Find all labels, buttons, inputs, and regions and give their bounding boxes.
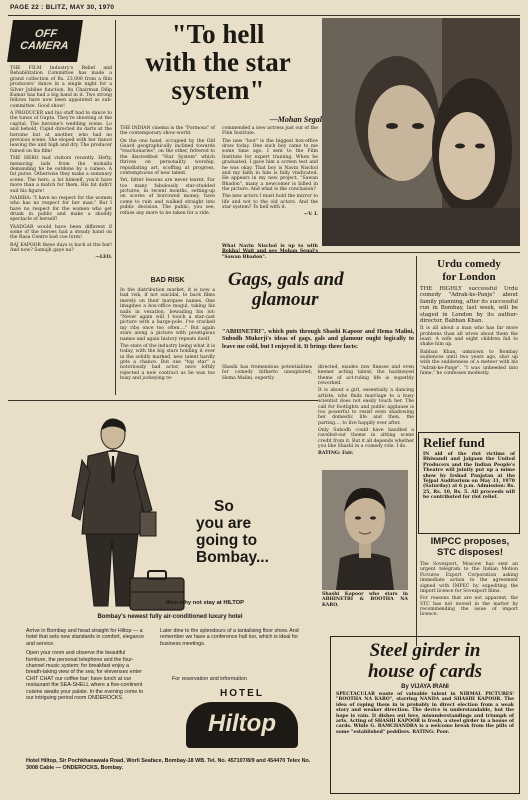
ad-subline: then why not stay at HILTOP: [166, 600, 245, 606]
article-paragraph: Only Subodh could have handled a ravelled-out theme in sitting scene credit from it. But it all depends whether you like Shashi in a comedy role. I do.: [318, 428, 414, 450]
off-camera-logo-text: OFF CAMERA: [19, 28, 70, 52]
to-hell-byline: —Mohan Segal: [269, 115, 322, 124]
article-paragraph: THE HIGHLY successful Urdu comedy "Adrak-ke-Panje" about family planning, after its successful run in Bombay, last week, will be staged in London by its author-director, Babban Khan.: [420, 286, 518, 325]
hiltop-logo-big: Hiltop: [208, 710, 276, 737]
article-paragraph: In the distribution market, it is now a bad risk, if not suicidal, to back films merely on their marquee names. One imagines a box-office mogul, taking his nails in vexation, bewailing his lot: "Never again will I touch a star-cast picture with a barge-pole. I've cracked my ribs once too often...." But again stars along a picture with prestigious names and again history repeats itself.: [120, 288, 215, 342]
headline-line: with the star: [145, 47, 291, 77]
ad-column-2: Later dine to the splendours of a tantalising floor show. And remember we have a conference hall too, which is ideal for business meetings.: [160, 628, 299, 647]
headline-line: Gags, gals and: [228, 269, 344, 290]
off-camera-item: A PRODUCER and his staff had to dance to the tunes of Gupta. They're shooting at the capital. The heroine's wedding scene. Lo and behold, Cupid directed its darts at the heroine but at another, who had no previous scene. She eloped with her fiancé leaving the unit high and dry. The producer fumed on his film!: [10, 111, 112, 154]
headline-line: "To hell: [171, 19, 265, 49]
article-signature: RATING: Fair.: [318, 451, 354, 457]
ad-address: Hotel Hiltop, Sir Pochkhanawala Road, Worli Seaface, Bombay-18 WB. Tel. No. 457107/8/9 and 454470 Telex No. 3008 Cable — ONDEROCKS, Bombay.: [26, 758, 311, 771]
headline-line: for London: [442, 270, 496, 283]
photo-caption-shashi: Shashi Kapoor who stars in ABHINETRI & BOOTHA NA KARO.: [322, 592, 408, 608]
to-hell-column-1: [120, 126, 215, 276]
ad-paragraph: Open your room and observe the beautiful furniture, the personal telephone and the four-channel music system; for breakfast enjoy a breath-taking view of the sea; for elevenses enter CHIT CHAT our coffee bar; have lunch at our restaurant the SEA-SHELL where a five-continent cuisine awaits your palate. In the evening come to our intriguing period room ONDEROCKS.: [26, 650, 144, 702]
page-header: [10, 4, 518, 14]
article-paragraph: The new actors I must hold the mirror to life and not to the old actors. And the star system? To hell with it.: [222, 194, 318, 211]
relief-fund-title: Relief fund: [423, 435, 485, 450]
gags-column-2: [318, 365, 414, 465]
ad-rule: [8, 400, 318, 401]
header-rule: [8, 15, 520, 16]
headline-line: glamour: [252, 289, 319, 310]
headline-line: STC disposes!: [437, 547, 503, 558]
couple-image: [322, 18, 520, 246]
steel-girder-headline: [331, 637, 519, 682]
ad-paragraph: Arrive in Bombay and head straight for Hiltop — a hotel that sets new standards in comfort, elegance and service.: [26, 628, 145, 647]
ad-reservation: For reservation and information: [172, 676, 247, 682]
article-signature: —V. I.: [303, 212, 318, 218]
relief-fund-text: IN aid of the riot victims of Bhiwandi and Jalgaon the United Producers and the Indian People's Theatre will jointly put up a mime show by Irshad Panjatan at the Tejpal Auditorium on May 31, 1970 (Saturday) at 6 p.m. Admission: Rs. 25, Rs. 10, Rs. 5. All proceeds will be contributed for riot relief.: [423, 452, 515, 501]
column-rule: [416, 256, 417, 646]
gags-column-1: [222, 365, 312, 395]
shashi-image: [322, 470, 408, 590]
hiltop-logo: [182, 688, 302, 750]
gags-lead: "ABHINETRI", which puts through Shashi Kapoor and Hema Malini, Subodh Mukerji's ideas of gags, gals and glamour ought logically to leave me cold, but I enjoyed it. It brings three facts:: [222, 328, 414, 350]
ad-headline: [196, 498, 314, 566]
navin-rekha-photo: [322, 18, 520, 246]
to-hell-headline: [118, 20, 318, 104]
headline-line: system": [171, 75, 265, 105]
shashi-kapoor-photo: [322, 470, 408, 590]
hiltop-logo-small: HOTEL: [220, 688, 264, 699]
article-paragraph: The state of the industry being what it is today, with the big stars holding it over in the solidly marked, new talent hardly gets a chance. But one "top star" a notoriously bad actor, once loftily rejected a new contract as he was too busy and jockeying re-: [120, 343, 215, 382]
urdu-article: [420, 286, 518, 436]
article-paragraph: commended a new actress just out of the Film Institute.: [222, 126, 318, 137]
headline-line: Urdu comedy: [437, 258, 501, 270]
steel-girder-text: SPECTACULAR waste of valuable talent in NIRMAL PICTURES' "BOOTHA NA KARO", starring NANDA and SHASHI KAPOOR. The idea of roping them in is probably in direct election from a weak story and weaker direction. The device is understandable, but the hope is vain. It dishes out love, misunderstandings and triumph of arts. Acting of SHASHI KAPOOR is fresh, a steel girder in a house of cards. While G. RAMCHANDRA is a welcome break from the pills of some "established" peddlers. RATING: Poor.: [336, 692, 514, 735]
bad-risk-subhead: BAD RISK: [150, 277, 185, 284]
off-camera-item: YAADGAR would have been different if some of the heroes had a steady hand on the Rasa Centre bad cue form!: [10, 224, 112, 241]
steel-girder-byline: By VIJAYA IRANI: [401, 684, 449, 690]
headline-line: house of cards: [367, 661, 482, 682]
off-camera-column: [10, 66, 112, 396]
headline-line: Steel girder in: [369, 640, 481, 661]
relief-fund-box: [418, 432, 520, 534]
to-hell-column-2: [120, 288, 215, 396]
ad-headline-line: Bombay...: [196, 549, 269, 566]
ad-tagline: Bombay's newest fully air-conditioned luxury hotel: [97, 614, 243, 620]
photo-caption-navin: What Navin Nischol is up to with "Sawan Bhadon".: [222, 244, 318, 260]
urdu-headline: [418, 258, 520, 283]
article-paragraph: directed, exudes raw finesse and even keener acting talent; the hackneyed theme of act-ruling life is superbly reworked.: [318, 365, 414, 387]
gags-headline: [228, 270, 408, 310]
hiltop-advertisement: [10, 402, 316, 794]
article-paragraph: On the one hand, occupied by the Old Guard geographically inclined towards "reactionaries", on the other, fettered to the discredited "Star System" which thrives on personality worship, repudiating art, scoffing at progress, contemptuous of new talent.: [120, 138, 215, 177]
off-camera-item: THE HERO had visitors recently. Hefty, menacing lads from the mohalla demanding he be outdone by a cameo. A fat purse. Otherwise they make a summary scene. The hero, a lot himself, you'd have more than a match for them. His fat didn't suit his figure!: [10, 156, 112, 194]
headline-line: IMPCC proposes,: [430, 536, 510, 547]
column-rule: [115, 20, 116, 395]
off-camera-signature: —LEO.: [95, 255, 112, 261]
steel-girder-box: [330, 636, 520, 794]
article-paragraph: It is about a girl, essentially a dancing artiste, who finds marriage to a busy scientist does not easily touch her. The call for footlights and public applause is too powerful to resist even shadowing her domestic life and then, the parting.... to live happily ever after.: [318, 388, 414, 426]
page-folio: PAGE 22 : BLITZ, MAY 30, 1970: [10, 4, 115, 11]
article-paragraph: Babban Khan, unknown to Bombay audiences until two years ago, shot up with the suddenness of a meteor with his "Adrak-ke-Panje". "I was unheeded into fame," he confesses modestly.: [420, 349, 518, 377]
article-paragraph: For reasons that are not apparent, the STC has not moved in the matter by recommending the issue of import licence.: [420, 596, 518, 618]
article-paragraph: Yet, bitter lessons are never learnt. Far too many fabulously star-studded pictures, in recent months, setting-up on scores of borrowed money, have come to ruin and walked straight into public decision. The public, you see, refuse any more to be taken for a ride.: [120, 178, 215, 216]
impcc-headline: [420, 536, 520, 558]
ad-headline-line: So: [214, 498, 234, 515]
impcc-article: [420, 562, 518, 640]
off-camera-logo: [7, 20, 83, 62]
article-paragraph: It is all about a man who has far more problems than all wives about them the least. A wife and eight children fail to shake him up.: [420, 326, 518, 348]
article-paragraph: THE INDIAN cinema is the "Formosa" of the contemporary show-world.: [120, 126, 215, 137]
article-paragraph: Shashi has tremendous potentialities for comedy hitherto unexplored; Hema Malini, expertly: [222, 365, 312, 381]
off-camera-item: RAJ KAPOOR these days is back at the bar! And now? Samajh gaye na?: [10, 242, 112, 253]
to-hell-column-3: [222, 126, 318, 236]
ad-column-1: [26, 628, 146, 701]
ad-headline-line: you are: [196, 515, 252, 532]
off-camera-item: NADIRA: "I have no respect for the women who has no respect for her man." But I have no respect for the women who get drunk in public and make a shoddy spectacle of herself!: [10, 195, 112, 223]
off-camera-item: THE FILM Industry's Relief and Rehabilitation Committee has made a grand collection of Rs. 23,000 from a film producers' dance in a single night for a Silver Jubilee function. Its Chairman Dilip Kumar has had a big hand in it. Two strong fellows have now been appointed as sub-committee. Good show!: [10, 66, 112, 109]
article-paragraph: The new "loot" is the biggest box-office draw today. One such boy came to me some time ago. I sent to the Film Institute for expert training. When he graduated, I gave him a screen test and he was okay. That boy is Navin Nischol and my faith in him is fully vindicated. He appears in my new project, "Sawan Bhadon", many a newcomer is billed in the picture. And what is the conclusion?: [222, 138, 318, 193]
section-rule: [222, 252, 520, 253]
ad-headline-line: going to: [196, 532, 258, 549]
article-paragraph: The Sovexport, Moscow has sent an urgent telegram to the Indian Motion Pictures Export Corporation asking immediate action to the agreement signed with IMPEC by expediting the import licence for Sovexport films.: [420, 562, 518, 595]
